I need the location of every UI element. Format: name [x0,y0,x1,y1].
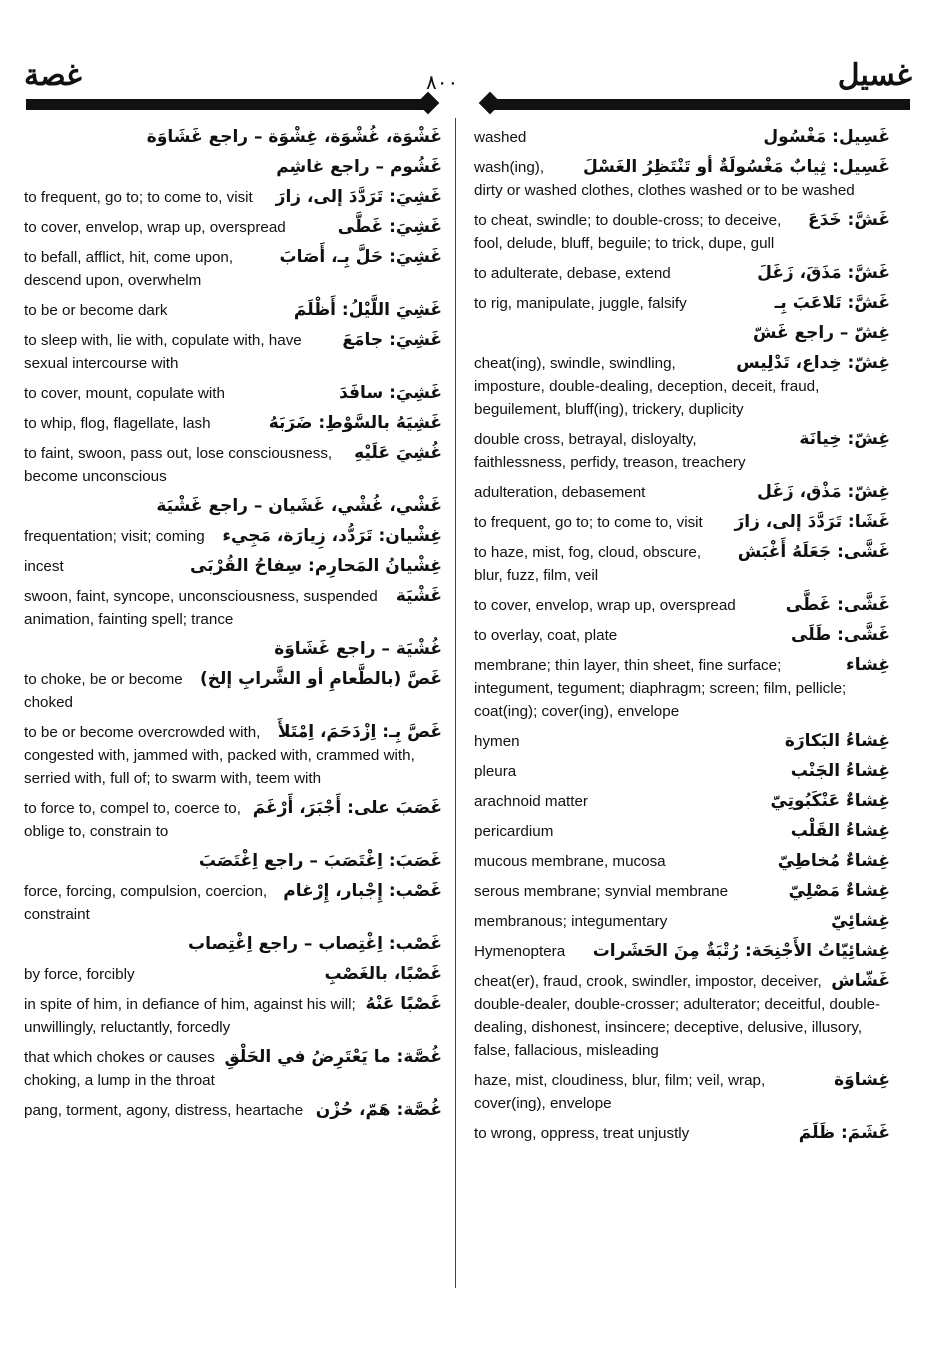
entry-headword-arabic: غِشائِيّاتُ الأَجْنِحَة: رُتْبَةٌ مِنَ الحَشَرات [592,941,890,961]
dictionary-entry [24,525,442,548]
dictionary-entry [474,790,890,813]
entry-headword-arabic: غَصْب: إِجْبار، إِرْغام [283,881,442,901]
entry-headword-arabic: غَشْيَة [395,586,442,606]
entry-definition-english: pleura [474,763,517,780]
left-column [24,126,442,1129]
entry-definition-english: haze, mist, cloudiness, blur, film; veil, wrap, cover(ing), envelope [474,1072,766,1112]
entry-headword-arabic: غَشْي، غُشْي، غَشَيان – راجع غَشْيَة [156,496,442,516]
entry-definition-english: membrane; thin layer, thin sheet, fine surface; integument, tegument; diaphragm; screen; film, pellicle; coat(ing); cover(ing), envelope [474,657,847,720]
entry-headword-arabic: غَشَّ: خَدَعَ [807,210,890,230]
entry-definition-english: membranous; integumentary [474,913,668,930]
dictionary-entry [474,1122,890,1145]
entry-headword-arabic: غَشِيَ اللَّيْلُ: أَظْلَمَ [293,300,442,320]
dictionary-entry [24,721,442,790]
entry-definition-english: pericardium [474,823,554,840]
dictionary-entry [474,262,890,285]
entry-headword-arabic: غِشاءٌ عَنْكَبُوتِيّ [770,791,890,811]
entry-definition-english: by force, forcibly [24,966,135,983]
column-divider [455,118,456,1288]
entry-headword-arabic: غَصَّ (بالطَّعامِ أو الشَّرابِ إلخ) [199,669,442,689]
dictionary-entry [474,511,890,534]
entry-headword-arabic: غِشاءٌ مُخاطِيّ [777,851,890,871]
dictionary-entry [474,760,890,783]
entry-headword-arabic: غَصَبَ: اِغْتَصَبَ – راجع اِغْتَصَبَ [198,851,442,871]
header-diamond-left [417,92,440,115]
entry-definition-english: to frequent, go to; to come to, visit [474,514,703,531]
dictionary-entry [474,322,890,345]
entry-headword-arabic: غَشِيَهُ بالسَّوْطِ: ضَرَبَهُ [268,413,442,433]
dictionary-entry [24,993,442,1039]
entry-definition-english: mucous membrane, mucosa [474,853,666,870]
entry-definition-english: to overlay, coat, plate [474,627,618,644]
entry-headword-arabic: غُشْيَة – راجع غَشَاوَة [274,639,442,659]
dictionary-entry [24,156,442,179]
entry-headword-arabic: غَشَا: تَرَدَّدَ إلى، زارَ [734,512,890,532]
header-guide-word-left: غصة [24,59,82,92]
entry-definition-english: to force to, compel to, coerce to, oblige to, constrain to [24,800,241,840]
dictionary-entry [24,668,442,714]
entry-headword-arabic: غَشَمَ: ظَلَمَ [798,1123,890,1143]
entry-headword-arabic: غِشاوَة [834,1070,890,1090]
dictionary-entry [24,963,442,986]
entry-headword-arabic: غُصَّة: ما يَعْتَرِضُ في الحَلْقِ [224,1047,442,1067]
entry-definition-english: wash(ing), dirty or washed clothes, clothes washed or to be washed [474,159,855,199]
dictionary-entry [474,910,890,933]
entry-headword-arabic: غَشِيَ: حَلَّ بِـ، أَصَابَ [279,247,442,267]
entry-headword-arabic: غُصَّة: هَمّ، حُزْن [315,1100,442,1120]
entry-definition-english: to sleep with, lie with, copulate with, have sexual intercourse with [24,332,302,372]
dictionary-entry [24,585,442,631]
entry-definition-english: to befall, afflict, hit, come upon, descend upon, overwhelm [24,249,234,289]
entry-headword-arabic: غِشّ: مَذْق، زَغَل [757,482,890,502]
entry-definition-english: in spite of him, in defiance of him, against his will; unwillingly, reluctantly, forcedly [24,996,356,1036]
dictionary-entry [474,209,890,255]
page-number: ٨٠٠ [426,72,459,94]
header-guide-word-right: غسيل [837,59,912,92]
dictionary-entry [24,638,442,661]
dictionary-entry [474,594,890,617]
entry-headword-arabic: غَشِيَ: تَرَدَّدَ إلى، زارَ [275,187,442,207]
entry-definition-english: frequentation; visit; coming [24,528,205,545]
dictionary-entry [24,495,442,518]
header-rule-left [26,99,426,110]
entry-headword-arabic: غَشّاش [831,971,890,991]
entry-headword-arabic: غَشِيَ: جامَعَ [342,330,442,350]
entry-definition-english: adulteration, debasement [474,484,646,501]
dictionary-entry [24,246,442,292]
entry-definition-english: force, forcing, compulsion, coercion, constraint [24,883,268,923]
dictionary-entry [24,933,442,956]
dictionary-entry [24,382,442,405]
dictionary-entry [474,156,890,202]
entry-headword-arabic: غَصْبًا، بالغَصْبِ [324,964,442,984]
dictionary-entry [24,442,442,488]
entry-definition-english: to be or become overcrowded with, congested with, jammed with, packed with, crammed with, serried with, full of; to swarm with, teem with [24,724,415,787]
entry-definition-english: cheat(er), fraud, crook, swindler, impostor, deceiver, double-dealer, double-crosser; adulterator; deceitful, double-dealing, dishonest, insincere; deceptive, delusive, illusory, false, fallacious, misleading [474,973,881,1059]
entry-headword-arabic: غِشْيان: تَرَدُّد، زِيارَة، مَجِيء [222,526,442,546]
entry-definition-english: to cover, mount, copulate with [24,385,225,402]
entry-definition-english: to cheat, swindle; to double-cross; to deceive, fool, delude, bluff, beguile; to trick, dupe, gull [474,212,782,252]
header-rule-right [488,99,910,110]
dictionary-entry [24,329,442,375]
entry-definition-english: to wrong, oppress, treat unjustly [474,1125,690,1142]
entry-headword-arabic: غَشَّ: مَذَقَ، زَغَلَ [757,263,890,283]
dictionary-entry [474,428,890,474]
entry-headword-arabic: غَشِيَ: غَطَّى [337,217,442,237]
entry-definition-english: to frequent, go to; to come to, visit [24,189,253,206]
entry-headword-arabic: غَشَّى: طَلَى [791,625,890,645]
entry-definition-english: incest [24,558,64,575]
dictionary-entry [24,850,442,873]
dictionary-entry [474,970,890,1062]
entry-headword-arabic: غِشّ – راجع غَشّ [752,323,890,343]
entry-headword-arabic: غُشِيَ عَلَيْهِ [354,443,442,463]
entry-headword-arabic: غَصَّ بِـ: اِزْدَحَمَ، اِمْتَلأَ [277,722,442,742]
dictionary-entry [474,541,890,587]
dictionary-entry [24,126,442,149]
entry-definition-english: arachnoid matter [474,793,588,810]
entry-headword-arabic: غَسِيل: ثِيابٌ مَغْسُولَةٌ أو تَنْتَظِرُ الغَسْلَ [582,157,890,177]
entry-headword-arabic: غَسِيل: مَغْسُول [763,127,890,147]
entry-headword-arabic: غَشُوم – راجع غاشِم [276,157,442,177]
entry-headword-arabic: غَشَّ: تَلاعَبَ بِـ [774,293,890,313]
dictionary-entry [474,850,890,873]
dictionary-entry [24,299,442,322]
entry-definition-english: to whip, flog, flagellate, lash [24,415,211,432]
entry-definition-english: to be or become dark [24,302,168,319]
dictionary-entry [474,654,890,723]
entry-definition-english: to cover, envelop, wrap up, overspread [474,597,736,614]
entry-definition-english: washed [474,129,527,146]
dictionary-entry [24,555,442,578]
dictionary-entry [474,880,890,903]
dictionary-entry [474,126,890,149]
entry-definition-english: to rig, manipulate, juggle, falsify [474,295,687,312]
entry-headword-arabic: غِشّ: خِداع، تَدْلِيس [736,353,890,373]
entry-definition-english: to faint, swoon, pass out, lose consciousness, become unconscious [24,445,333,485]
entry-definition-english: to choke, be or become choked [24,671,183,711]
entry-headword-arabic: غَصْبًا عَنْهُ [365,994,442,1014]
entry-headword-arabic: غِشّ: خِيانَة [799,429,890,449]
dictionary-entry [474,624,890,647]
entry-headword-arabic: غَشْوَة، غُشْوَة، غِشْوَة – راجع غَشَاوَة [146,127,442,147]
entry-headword-arabic: غَشِيَ: سافَدَ [339,383,442,403]
entry-headword-arabic: غِشاءٌ مَصْلِيّ [788,881,890,901]
dictionary-entry [474,352,890,421]
entry-definition-english: to adulterate, debase, extend [474,265,671,282]
entry-headword-arabic: غِشائِيّ [831,911,890,931]
entry-headword-arabic: غِشاء [846,655,890,675]
dictionary-entry [24,186,442,209]
entry-headword-arabic: غِشاءُ البَكارَة [784,731,890,751]
entry-headword-arabic: غَصَبَ على: أَجْبَرَ، أَرْغَمَ [252,798,442,818]
dictionary-entry [474,481,890,504]
dictionary-entry [24,880,442,926]
dictionary-entry [24,797,442,843]
dictionary-entry [24,216,442,239]
entry-definition-english: that which chokes or causes choking, a lump in the throat [24,1049,215,1089]
entry-definition-english: double cross, betrayal, disloyalty, faithlessness, perfidy, treason, treachery [474,431,746,471]
entry-headword-arabic: غَصْب: اِغْتِصاب – راجع اِغْتِصاب [187,934,442,954]
entry-headword-arabic: غَشَّى: جَعَلَهُ أَغْبَش [737,542,890,562]
entry-definition-english: to haze, mist, fog, cloud, obscure, blur, fuzz, film, veil [474,544,702,584]
dictionary-entry [474,730,890,753]
right-column [474,126,890,1152]
entry-definition-english: swoon, faint, syncope, unconsciousness, suspended animation, fainting spell; trance [24,588,378,628]
dictionary-entry [24,1099,442,1122]
entry-definition-english: serous membrane; synvial membrane [474,883,729,900]
dictionary-entry [474,820,890,843]
entry-definition-english: pang, torment, agony, distress, heartache [24,1102,304,1119]
entry-definition-english: hymen [474,733,520,750]
entry-definition-english: Hymenoptera [474,943,566,960]
dictionary-entry [24,1046,442,1092]
entry-headword-arabic: غِشْيانُ المَحارِم: سِفاحُ القُرْبَى [190,556,442,576]
entry-headword-arabic: غِشاءُ القَلْب [790,821,890,841]
dictionary-entry [474,1069,890,1115]
dictionary-entry [474,940,890,963]
entry-headword-arabic: غَشَّى: غَطَّى [785,595,890,615]
dictionary-entry [474,292,890,315]
entry-definition-english: to cover, envelop, wrap up, overspread [24,219,286,236]
entry-definition-english: cheat(ing), swindle, swindling, imposture, double-dealing, deception, deceit, fraud, beguilement, bluff(ing), trickery, duplicity [474,355,820,418]
dictionary-entry [24,412,442,435]
entry-headword-arabic: غِشاءُ الجَنْب [790,761,890,781]
